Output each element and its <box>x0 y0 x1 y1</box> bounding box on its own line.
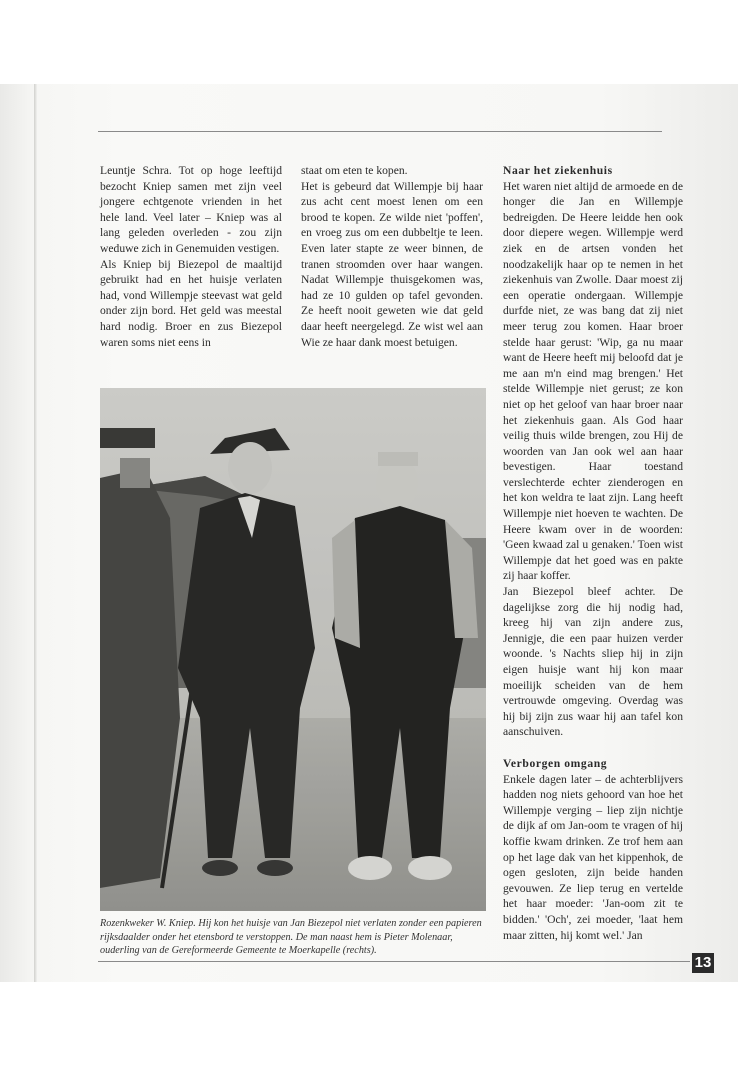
column3-paragraph-2: Jan Biezepol bleef achter. De dagelijkse zorg die hij nodig had, kreeg hij van zijn andere zus, Jennigje, die een paar huizen verder woonde. 's Nachts sliep hij in zijn eigen huisje want hij kon maar moeilijk scheiden van de hem vertrouwde omgeving. Overdag was hij bij zijn zus waar hij aan tafel kon aanschuiven. <box>503 585 683 739</box>
photo-illustration <box>100 388 486 911</box>
text-column-1 <box>100 163 282 350</box>
section-heading-ziekenhuis: Naar het ziekenhuis <box>503 164 613 177</box>
column3-paragraph-3: Enkele dagen later – de achterblijvers hadden nog niets gehoord van hoe het Willempje verging – liep zijn nichtje de dijk af om Jan-oom te vragen of hij koffie kwam drinken. Ze trof hem aan op het lage dak van het kippenhok, de ogen gesloten, zijn beide handen gevouwen. Ze liep terug en vertelde het haar moeder: 'Jan-oom zit te bidden.' 'Och', zei moeder, 'laat hem maar zitten, hij komt wel.' Jan <box>503 772 683 942</box>
column2-paragraph-2: Het is gebeurd dat Willempje bij haar zus acht cent moest lenen om een brood te kopen. Ze wilde niet 'poffen', en vroeg zus om een dubbeltje te leen. Even later stapte ze weer binnen, de tranen stroomden over haar wangen. Nadat Willempje thuisgekomen was, had ze 10 gulden op tafel gevonden. Ze heeft nooit geweten wie dat geld daar heeft neergelegd. Ze wist wel aan Wie ze haar dank moest betuigen. <box>301 179 483 349</box>
text-column-3 <box>503 163 683 943</box>
column1-paragraph-1: Leuntje Schra. Tot op hoge leeftijd bezocht Kniep samen met zijn veel jongere echtgenote vrienden in het hele land. Veel later – Kniep was al lang geleden overleden - zou zijn weduwe zich in Genemuiden vestigen. <box>100 164 282 255</box>
column3-paragraph-1: Het waren niet altijd de armoede en de honger die Jan en Willempje bedreigden. De Heere leidde hen ook door diepere wegen. Willempje werd ziek en de artsen vonden het noodzakelijk haar op te nemen in het ziekenhuis van Zwolle. Daar moest zij een operatie ondergaan. Willempje durfde niet, ze was bang dat zij niet meer terug zou komen. Haar broer stelde haar gerust: 'Wip, ga nu maar want de Heere heeft mij beloofd dat je me aan m'n eind mag brengen.' Het stelde Willempje niet gerust; ze kon niet op het geloof van haar broer naar het ziekenhuis gaan. Als God haar veilig thuis wilde brengen, zou Hij de woorden van Jan ook wel aan haar bevestigen. Haar toestand verslechterde echter zienderogen en het kon weldra te laat zijn. Lang heeft Willempje niet hoeven te wachten. De Heere kwam over in de woorden: 'Geen kwaad zal u genaken.' Toen wist Willempje dat het goed was en pakte zij haar koffer. <box>503 179 683 583</box>
section-spacer <box>503 740 683 756</box>
top-divider <box>98 131 662 132</box>
photo-caption: Rozenkweker W. Kniep. Hij kon het huisje van Jan Biezepol niet verlaten zonder een papieren rijksdaalder onder het etensbord te verstoppen. De man naast hem is Pieter Molenaar, ouderling van de Gereformeerde Gemeente te Moerkapelle (rechts). <box>100 918 482 957</box>
section-heading-omgang: Verborgen omgang <box>503 756 608 770</box>
historic-photo-three-men <box>100 388 486 911</box>
page-fold-shadow <box>34 84 37 982</box>
text-column-2 <box>301 163 483 350</box>
bottom-divider <box>98 961 690 962</box>
column1-paragraph-2: Als Kniep bij Biezepol de maaltijd gebruikt had en het huisje verlaten had, vond Willempje steevast wat geld onder zijn bord. Het geld was meestal hard nodig. Broer en zus Biezepol waren soms niet eens in <box>100 257 282 349</box>
column2-paragraph-1: staat om eten te kopen. <box>301 164 408 177</box>
page-number: 13 <box>692 953 714 973</box>
